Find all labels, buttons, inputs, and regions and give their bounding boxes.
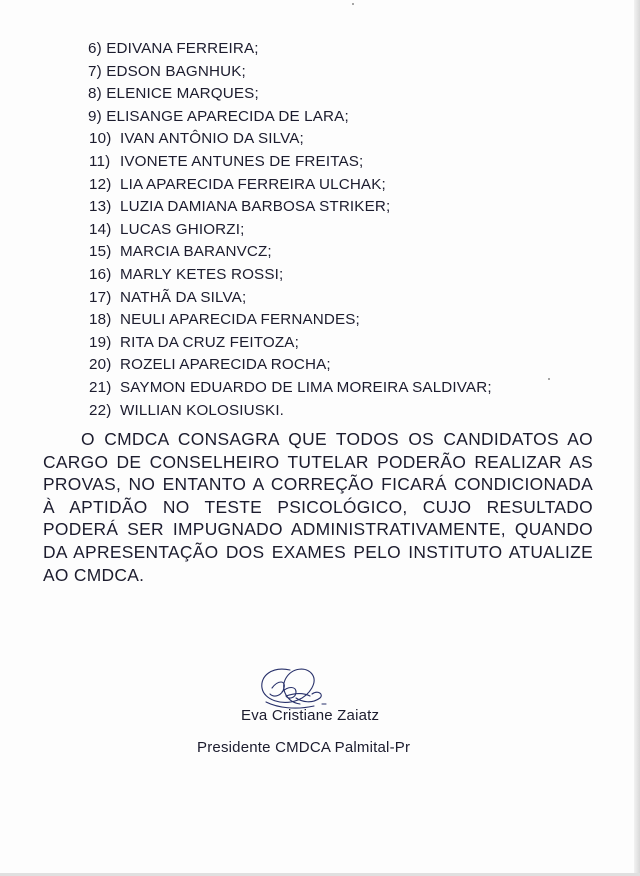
list-item bbox=[88, 241, 492, 264]
list-item-name: NATHÃ DA SILVA; bbox=[120, 288, 247, 306]
list-item bbox=[88, 264, 492, 287]
list-item-number: 19) bbox=[89, 333, 112, 351]
list-item-number: 13) bbox=[89, 198, 112, 216]
resolution-text: O CMDCA CONSAGRA QUE TODOS OS CANDIDATOS AO CARGO DE CONSELHEIRO TUTELAR PODERÃO REALIZAR AS PROVAS, NO ENTANTO A CORREÇÃO FICARÁ CONDICIONADA À APTIDÃO NO TESTE PSICOLÓGICO, CUJO RESULTADO PODERÁ SER IMPUGNADO ADMINISTRATIVAMENTE, QUANDO DA APRESENTAÇÃO DOS EXAMES PELO INSTITUTO ATUALIZE AO CMDCA. bbox=[43, 429, 593, 585]
list-item-number: 14) bbox=[89, 220, 112, 238]
list-item-name: LIA APARECIDA FERREIRA ULCHAK; bbox=[120, 175, 386, 193]
list-item-number: 16) bbox=[89, 265, 112, 283]
list-item-number: 8) bbox=[88, 85, 102, 103]
list-item bbox=[88, 38, 492, 61]
list-item bbox=[88, 174, 492, 197]
list-item-name: ROZELI APARECIDA ROCHA; bbox=[120, 356, 331, 374]
scan-speck bbox=[352, 3, 354, 5]
list-item-name: EDSON BAGNHUK; bbox=[106, 62, 246, 80]
list-item bbox=[88, 354, 492, 377]
list-item-number: 6) bbox=[88, 40, 102, 57]
list-item-name: MARCIA BARANVCZ; bbox=[120, 243, 272, 261]
list-item-name: MARLY KETES ROSSI; bbox=[120, 265, 284, 283]
list-item-number: 15) bbox=[89, 243, 112, 261]
list-item-number: 20) bbox=[89, 356, 112, 374]
list-item-number: 10) bbox=[89, 130, 112, 148]
list-item-name: NEULI APARECIDA FERNANDES; bbox=[120, 311, 360, 329]
list-item-number: 22) bbox=[89, 401, 112, 419]
list-item bbox=[88, 377, 492, 400]
list-item bbox=[88, 400, 492, 423]
list-item bbox=[88, 106, 492, 129]
list-item-name: EDIVANA FERREIRA; bbox=[106, 40, 259, 57]
list-item bbox=[88, 151, 492, 174]
list-item bbox=[88, 287, 492, 310]
list-item-name: LUZIA DAMIANA BARBOSA STRIKER; bbox=[120, 198, 391, 216]
list-item-number: 18) bbox=[89, 311, 112, 329]
list-item bbox=[88, 128, 492, 151]
signature-block bbox=[0, 650, 640, 770]
list-item bbox=[88, 309, 492, 332]
signatory-name: Eva Cristiane Zaiatz bbox=[241, 707, 380, 724]
list-item-name: WILLIAN KOLOSIUSKI. bbox=[120, 401, 285, 419]
resolution-paragraph bbox=[43, 428, 593, 586]
list-item bbox=[88, 61, 492, 84]
list-item-number: 17) bbox=[89, 288, 112, 306]
list-item-number: 12) bbox=[89, 175, 112, 193]
list-item-name: LUCAS GHIORZI; bbox=[120, 220, 245, 238]
list-item-name: SAYMON EDUARDO DE LIMA MOREIRA SALDIVAR; bbox=[120, 378, 492, 396]
list-item-name: RITA DA CRUZ FEITOZA; bbox=[120, 333, 299, 351]
list-item bbox=[88, 219, 492, 242]
list-item-name: ELENICE MARQUES; bbox=[106, 85, 259, 103]
list-item bbox=[88, 83, 492, 106]
list-item-number: 21) bbox=[89, 378, 112, 396]
list-item-number: 11) bbox=[89, 152, 111, 170]
list-item bbox=[88, 332, 492, 355]
list-item-number: 9) bbox=[88, 107, 102, 125]
list-item-name: ELISANGE APARECIDA DE LARA; bbox=[106, 107, 349, 125]
signatory-role: Presidente CMDCA Palmital-Pr bbox=[197, 739, 411, 756]
list-item-number: 7) bbox=[88, 62, 102, 80]
list-item bbox=[88, 196, 492, 219]
list-item-name: IVONETE ANTUNES DE FREITAS; bbox=[120, 152, 364, 170]
candidate-list bbox=[88, 38, 492, 422]
list-item-name: IVAN ANTÔNIO DA SILVA; bbox=[120, 130, 304, 148]
scan-speck bbox=[548, 378, 550, 380]
